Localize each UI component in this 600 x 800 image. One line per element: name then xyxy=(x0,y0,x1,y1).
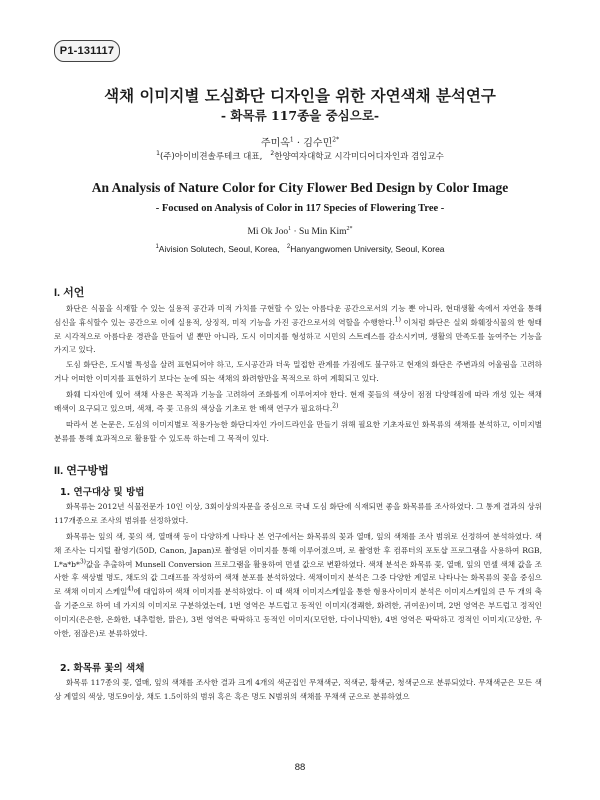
author-separator-en: · xyxy=(291,227,300,237)
affiliations-korean xyxy=(0,150,600,162)
affiliations-english xyxy=(0,244,600,254)
affil-2: 한양여자대학교 시각미디어디자인과 겸임교수 xyxy=(274,152,444,162)
subsection-2-1-heading: 1. 연구대상 및 방법 xyxy=(60,487,145,498)
s2p2-text: 화목류는 잎의 색, 꽃의 색, 열매색 등이 다양하게 나타나 본 연구에서는 화목류의 꽃과 열매, 잎의 색채를 조사 범위로 선정하여 분석하였다. 색채 조사는 디지털 촬영기(50D, Canon, Japan)로 촬영된 이미지를 통해 이루어졌으며, 로 촬영한 후 컴퓨터의 포토샵 프로그램을 사용하여 RGB, L*a*b* xyxy=(54,532,542,569)
affil-2-en-sup: 2 xyxy=(286,244,291,251)
s1p1-tail: 이처럼 화단은 실외 화훼장식물의 한 형태로 시각적으로 아름다운 경관을 만들어 낼 뿐만 아니라, 도시 이미지를 형성하고 시민의 스트레스를 감소시키며, 생활의 만족도를 높여주는 기능을 가지고 있다. xyxy=(54,317,542,355)
author-2-sup: 2* xyxy=(332,136,340,144)
affil-1-en: Aivision Solutech, Seoul, Korea, xyxy=(158,244,280,254)
title-english: An Analysis of Nature Color for City Flower Bed Design by Color Image xyxy=(91,180,509,195)
s1p1-text: 화단은 식물을 식재할 수 있는 실용적 공간과 미적 가치를 구현할 수 있는 아름다운 공간으로서의 기능 뿐 아니라, 현대생활 속에서 자연을 통해 심신을 휴식할수 있는 공간으로 이에 실용적, 상징적, 미적 기능을 가진 공간으로서의 역할을 수행한다. xyxy=(54,304,542,327)
footnote-ref-1: 1) xyxy=(394,316,401,324)
affil-1: (주)아이비젼솔루테크 대표, xyxy=(159,152,263,162)
authors-english xyxy=(0,227,600,237)
s2p2-tail: 값을 추출하여 Munsell Conversion 프로그램을 활용하여 먼셀 값으로 변환하였다. 색채 분석은 화목류 꽃, 열매, 잎의 먼셀 색채 값을 조사한 후 색상별 명도, 채도의 값 그래프를 작성하여 색채 분포를 분석하였다. 색채이미지 분석은 그중 다양한 계열로 나타나는 화목류의 꽃을 중심으로 색채 이미지 스케일 xyxy=(54,559,542,597)
footnote-ref-3: 3) xyxy=(79,558,86,566)
section-2-paragraph-2 xyxy=(54,530,542,640)
footnote-ref-4: 4) xyxy=(127,585,134,593)
section-1-paragraph-4: 따라서 본 논문은, 도심의 이미지별로 적용가능한 화단디자인 가이드라인을 만들기 위해 필요한 기초자료인 화목류의 색채를 분석하고, 이미지별 분류를 통해 효과적으로 활용할 수 있도록 하는데 그 목적이 있다. xyxy=(54,420,542,443)
s1p3-text: 화훼 디자인에 있어 색채 사용은 목적과 기능을 고려하여 조화롭게 이루어져야 한다. 현재 꽃들의 색상이 점점 다양해짐에 따라 개성 있는 색채 배색이 요구되고 있으며, 색채, 즉 꽃 고유의 색상을 기초로 한 배색 연구가 필요하다. xyxy=(54,390,542,413)
author-2: 김수민 xyxy=(303,138,333,149)
authors-korean xyxy=(0,134,600,149)
author-2-en-sup: 2* xyxy=(346,225,353,232)
section-1-heading: I. 서언 xyxy=(54,287,85,299)
page-number: 88 xyxy=(294,762,306,773)
author-separator: · xyxy=(293,138,304,149)
s2p2-tail2: 에 대입하여 색채 이미지를 분석하였다. 이 때 색채 이미지스케일을 통한 형용사이미지 분석은 이미지스케일의 큰 두 개의 축을 기준으로 하여 네 가지의 이미지로 구분하였는데, 1번 영역은 부드럽고 동적인 이미지(경쾌한, 화려한, 귀여운)이며, 2번 영역은 부드럽고 정적인 이미지(은은한, 온화한, 내추럴한, 맑은), 3번 영역은 딱딱하고 동적인 이미지(모던한, 다이나믹한), 4번 영역은 딱딱하고 정적인 이미지(고상한, 우아한, 점잖은)로 분류하였다. xyxy=(54,587,543,638)
author-2-en: Su Min Kim xyxy=(299,227,347,237)
footnote-ref-2: 2) xyxy=(332,402,339,410)
section-1-paragraph-2: 도심 화단은, 도시별 특성을 살려 표현되어야 하고, 도시공간과 더욱 밀접한 관계를 가짐에도 불구하고 현재의 화단은 주변과의 어울림을 고려하거나 어떠한 이미지를 표현하기 보다는 눈에 띄는 색채의 화려함만을 목적으로 하여 계획되고 있다. xyxy=(54,360,542,383)
section-2-paragraph-1: 화목류는 2012년 식물전문가 10인 이상, 3회이상의자문을 중심으로 국내 도심 화단에 식재되면 좋을 화목류를 조사하였다. 그 통계 결과의 상위 117개종으로 조사의 범위를 선정하였다. xyxy=(54,502,542,525)
affil-1-en-sup: 1 xyxy=(155,244,159,251)
section-1-paragraph-3 xyxy=(54,388,542,416)
section-2-heading: II. 연구방법 xyxy=(54,465,109,477)
title-korean: 색채 이미지별 도심화단 디자인을 위한 자연색채 분석연구 xyxy=(104,86,496,105)
subtitle-english: - Focused on Analysis of Color in 117 Species of Flowering Tree - xyxy=(155,203,445,214)
author-1-en-sup: 1 xyxy=(288,225,292,232)
author-1-sup: 1 xyxy=(289,136,294,144)
section-1-paragraph-1 xyxy=(54,302,542,357)
affil-2-sup: 2 xyxy=(270,150,275,158)
subtitle-korean: - 화목류 117종을 중심으로- xyxy=(220,108,380,123)
affil-1-sup: 1 xyxy=(156,150,160,158)
affil-2-en: Hanyangwomen University, Seoul, Korea xyxy=(290,244,445,254)
author-1-en: Mi Ok Joo xyxy=(247,227,289,237)
section-2-paragraph-3: 화목류 117종의 꽃, 열매, 잎의 색채를 조사한 결과 크게 4개의 색군집인 무채색군, 적색군, 황색군, 청색군으로 분류되었다. 무채색군은 모든 색상 계열의 색상, 명도9이상, 채도 1.5이하의 범위 혹은 혹은 명도 N범위의 색채를 무채색 군으로 분류하였으 xyxy=(54,678,542,701)
subsection-2-2-heading: 2. 화목류 꽃의 색채 xyxy=(60,663,145,674)
author-1: 주미옥 xyxy=(260,138,290,149)
paper-id-badge: P1-131117 xyxy=(54,40,120,62)
